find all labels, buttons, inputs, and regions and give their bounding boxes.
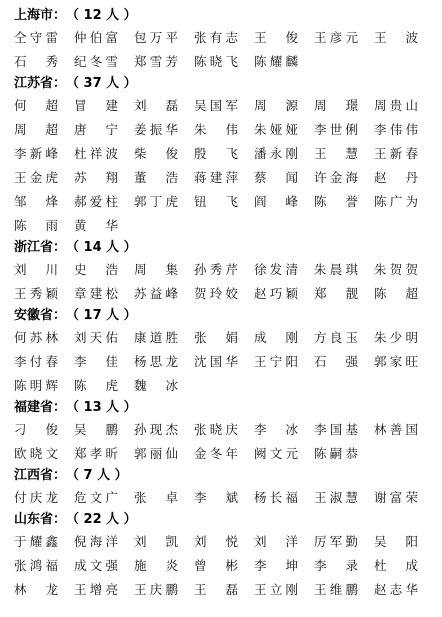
person-name: 陈明辉 — [14, 378, 58, 393]
person-name: 刘 川 — [14, 262, 58, 277]
person-name: 于耀鑫 — [14, 534, 58, 549]
person-name: 张 卓 — [134, 490, 178, 505]
person-name: 杨思龙 — [134, 354, 178, 369]
person-name: 周 集 — [134, 262, 178, 277]
person-name: 蒋建萍 — [194, 170, 238, 185]
person-name: 王秀颖 — [14, 286, 58, 301]
person-name: 吴 阳 — [374, 534, 418, 549]
section-region: 福建省： — [14, 400, 67, 415]
person-name: 郭家旺 — [374, 354, 418, 369]
person-name: 仝守雷 — [14, 30, 58, 45]
person-name: 赵志华 — [374, 582, 418, 597]
person-name: 邹 烽 — [14, 194, 58, 209]
person-name: 吴国军 — [194, 98, 238, 113]
person-name: 陈嗣恭 — [314, 446, 358, 461]
name-grid — [14, 530, 434, 602]
person-name: 李国基 — [314, 422, 358, 437]
person-name: 成文强 — [74, 558, 118, 573]
person-name: 朱贺贺 — [374, 262, 418, 277]
person-name: 朱晨琪 — [314, 262, 358, 277]
person-name: 钮 飞 — [194, 194, 238, 209]
section-region: 安徽省： — [14, 308, 67, 323]
person-name: 张有志 — [194, 30, 238, 45]
person-name: 郭丁虎 — [134, 194, 178, 209]
person-name: 张晓庆 — [194, 422, 238, 437]
person-name: 周 源 — [254, 98, 298, 113]
name-grid — [14, 326, 434, 398]
person-name: 杨长福 — [254, 490, 298, 505]
person-name: 纪冬雪 — [74, 54, 118, 69]
section-region: 江苏省： — [14, 76, 67, 91]
person-name: 石 秀 — [14, 54, 58, 69]
person-name: 方良玉 — [314, 330, 358, 345]
name-grid — [14, 418, 434, 466]
person-name: 康道胜 — [134, 330, 178, 345]
person-name: 阎 峰 — [254, 194, 298, 209]
person-name: 王宁阳 — [254, 354, 298, 369]
person-name: 朱少明 — [374, 330, 418, 345]
person-name: 王金虎 — [14, 170, 58, 185]
person-name: 李 佳 — [74, 354, 118, 369]
person-name: 王立刚 — [254, 582, 298, 597]
person-name: 史 浩 — [74, 262, 118, 277]
person-name: 厉军勤 — [314, 534, 358, 549]
person-name: 唐 宁 — [74, 122, 118, 137]
person-name: 倪海洋 — [74, 534, 118, 549]
person-name: 刘 悦 — [194, 534, 238, 549]
person-name: 赵巧颖 — [254, 286, 298, 301]
section-heading — [14, 306, 434, 326]
person-name: 王 俊 — [254, 30, 298, 45]
person-name: 王维鹏 — [314, 582, 358, 597]
person-name: 李新峰 — [14, 146, 58, 161]
person-name: 李付春 — [14, 354, 58, 369]
person-name: 危文广 — [74, 490, 118, 505]
person-name: 仲伯富 — [74, 30, 118, 45]
section-count: （ 17 人 ） — [66, 308, 137, 323]
person-name: 潘永刚 — [254, 146, 298, 161]
section-count: （ 37 人 ） — [66, 76, 137, 91]
person-name: 苏益峰 — [134, 286, 178, 301]
person-name: 李 斌 — [194, 490, 238, 505]
person-name: 李伟伟 — [374, 122, 418, 137]
section-heading — [14, 398, 434, 418]
person-name: 贺玲姣 — [194, 286, 238, 301]
name-grid — [14, 258, 434, 306]
person-name: 王淑慧 — [314, 490, 358, 505]
section-heading — [14, 74, 434, 94]
person-name: 阙文元 — [254, 446, 298, 461]
person-name: 曾 彬 — [194, 558, 238, 573]
person-name: 孙秀芹 — [194, 262, 238, 277]
person-name: 李 录 — [314, 558, 358, 573]
person-name: 石 强 — [314, 354, 358, 369]
person-name: 刘 磊 — [134, 98, 178, 113]
person-name: 周贵山 — [374, 98, 418, 113]
person-name: 魏 冰 — [134, 378, 178, 393]
person-name: 刘天佑 — [74, 330, 118, 345]
person-name: 何苏林 — [14, 330, 58, 345]
person-name: 徐发清 — [254, 262, 298, 277]
section-region: 上海市： — [14, 8, 67, 23]
person-name: 李 坤 — [254, 558, 298, 573]
person-name: 王 磊 — [194, 582, 238, 597]
name-grid — [14, 26, 434, 74]
person-name: 王庆鹏 — [134, 582, 178, 597]
person-name: 成 刚 — [254, 330, 298, 345]
person-name: 金冬年 — [194, 446, 238, 461]
section-count: （ 7 人 ） — [66, 468, 128, 483]
person-name: 郑雪芳 — [134, 54, 178, 69]
person-name: 冒 建 — [74, 98, 118, 113]
section-count: （ 13 人 ） — [66, 400, 137, 415]
person-name: 蔡 闻 — [254, 170, 298, 185]
person-name: 付庆龙 — [14, 490, 58, 505]
person-name: 林善国 — [374, 422, 418, 437]
person-name: 刁 俊 — [14, 422, 58, 437]
person-name: 黄 华 — [74, 218, 118, 233]
person-name: 张 娟 — [194, 330, 238, 345]
person-name: 沈国华 — [194, 354, 238, 369]
person-name: 吴 鹏 — [74, 422, 118, 437]
section-count: （ 22 人 ） — [66, 512, 137, 527]
section-heading — [14, 238, 434, 258]
person-name: 刘 凯 — [134, 534, 178, 549]
name-grid — [14, 486, 434, 510]
person-name: 张鸿福 — [14, 558, 58, 573]
person-name: 陈 誉 — [314, 194, 358, 209]
section-region: 江西省： — [14, 468, 67, 483]
section-count: （ 12 人 ） — [66, 8, 137, 23]
person-name: 姜振华 — [134, 122, 178, 137]
person-name: 朱 伟 — [194, 122, 238, 137]
person-name: 郝爱柱 — [74, 194, 118, 209]
person-name: 谢富荣 — [374, 490, 418, 505]
person-name: 朱娅娅 — [254, 122, 298, 137]
person-name: 殷 飞 — [194, 146, 238, 161]
person-name: 郭丽仙 — [134, 446, 178, 461]
person-name: 陈 虎 — [74, 378, 118, 393]
person-name: 施 炎 — [134, 558, 178, 573]
person-name: 陈 雨 — [14, 218, 58, 233]
section-heading — [14, 6, 434, 26]
person-name: 郑 靓 — [314, 286, 358, 301]
person-name: 李世俐 — [314, 122, 358, 137]
person-name: 周 璟 — [314, 98, 358, 113]
person-name: 包万平 — [134, 30, 178, 45]
section-heading — [14, 510, 434, 530]
person-name: 王 波 — [374, 30, 418, 45]
name-grid — [14, 94, 434, 238]
person-name: 陈晓飞 — [194, 54, 238, 69]
person-name: 陈 超 — [374, 286, 418, 301]
person-name: 欧晓文 — [14, 446, 58, 461]
section-region: 浙江省： — [14, 240, 67, 255]
person-name: 杜祥波 — [74, 146, 118, 161]
person-name: 李 冰 — [254, 422, 298, 437]
person-name: 柴 俊 — [134, 146, 178, 161]
person-name: 陈广为 — [374, 194, 418, 209]
person-name: 陈耀麟 — [254, 54, 298, 69]
person-name: 孙现杰 — [134, 422, 178, 437]
person-name: 刘 洋 — [254, 534, 298, 549]
person-name: 林 龙 — [14, 582, 58, 597]
section-region: 山东省： — [14, 512, 67, 527]
person-name: 王彦元 — [314, 30, 358, 45]
person-name: 王新春 — [374, 146, 418, 161]
person-name: 董 浩 — [134, 170, 178, 185]
person-name: 许金海 — [314, 170, 358, 185]
person-name: 赵 丹 — [374, 170, 418, 185]
person-name: 周 超 — [14, 122, 58, 137]
person-name: 郑孝昕 — [74, 446, 118, 461]
person-name: 苏 翔 — [74, 170, 118, 185]
section-count: （ 14 人 ） — [66, 240, 137, 255]
person-name: 杜 成 — [374, 558, 418, 573]
person-name: 王增亮 — [74, 582, 118, 597]
person-name: 章建松 — [74, 286, 118, 301]
person-name: 王 慧 — [314, 146, 358, 161]
person-name: 何 超 — [14, 98, 58, 113]
section-heading — [14, 466, 434, 486]
